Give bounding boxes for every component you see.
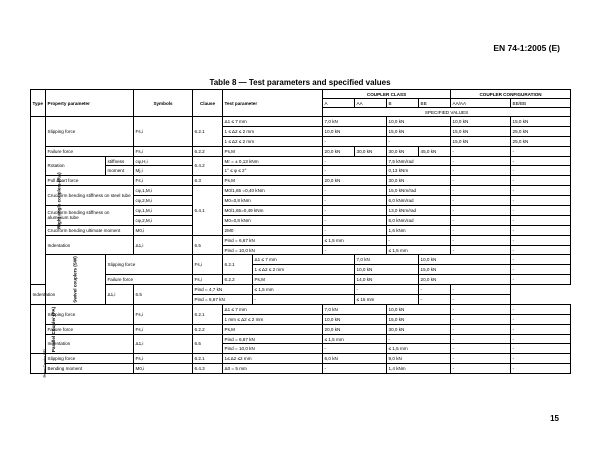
- group-label-ra: Right angle couplers (RA): [31, 117, 46, 285]
- table-row: Pind = 10,0 kN - ≤ 1,5 mm - -: [31, 245, 571, 255]
- table-row: 1 ≤ Δ2 ≤ 2 mm 10,0 kN 15,0 kN 15,0 kN 25,0 kN: [31, 126, 571, 136]
- header-class-b: B: [387, 99, 419, 108]
- table-row: Cruciform bending ultimate moment M0,i 2M0 - 1,6 kNm - -: [31, 225, 571, 235]
- header-config-aaaa: AA/AA: [451, 99, 511, 108]
- table-row: Indentation Δ1,i 6.5 Pind = 6,67 kN ≤ 1,5 mm - - -: [31, 235, 571, 245]
- header-class-a: A: [323, 99, 355, 108]
- table-row: Pull apart force Fs,i 6.3 Ps,M 20,0 kN 30,0 kN - -: [31, 176, 571, 186]
- table-row: Sleeve Coupler (SF) Slipping force Fs,i 6.2.1 1≤ Δ2 ≤2 mm 6,0 kN 9,0 kN - -: [31, 354, 571, 364]
- table-row: Cruciform bending stiffness on aluminium tube cφ,1,M,i M0/1,65=0,49 kNm - 13,0 kNm/rad - -: [31, 206, 571, 216]
- table-row: cφ,2,M,i M0=0,8 kNm - 5,0 kNm/rad - -: [31, 215, 571, 225]
- header-test-parameter: Test parameter: [223, 90, 323, 117]
- table-row: Failure force Fs,i 6.2.2 Ps,M 14,0 kN 20,0 kN -: [31, 275, 571, 285]
- document-id: EN 74-1:2005 (E): [493, 43, 560, 53]
- table-row: Parallel Coupler (PA) Slipping force Fs,i 6.2.1 Δ1 ≤ 7 mm 7,0 kN 10,0 kN - -: [31, 304, 571, 314]
- table-row: Right angle couplers (RA) Slipping force Fs,i 6.2.1 Δ1 ≤ 7 mm 7,0 kN 10,0 kN 10,0 kN 15,0 kN: [31, 117, 571, 127]
- header-coupler-class: COUPLER CLASS: [323, 90, 451, 99]
- table-row: Failure force Fs,i 6.2.2 Ps,M 20,0 kN 30,0 kN 30,0 kN 45,0 kN - -: [31, 146, 571, 156]
- group-label-pa: Parallel Coupler (PA): [31, 304, 46, 353]
- test-parameters-table: [30, 89, 571, 378]
- table-row: Cruciform bending stiffness on steel tube cφ,1,M,i 6.4.1 M0/1,65 =0,40 kNm - 15,0 kNm/rad - -: [31, 186, 571, 196]
- table-title: Table 8 — Test parameters and specified values: [209, 78, 391, 87]
- page-number: 15: [550, 414, 559, 423]
- header-symbols: Symbols: [134, 90, 193, 117]
- table-row: Swivel couplers (SW) Slipping force Fs,i 6.2.1 Δ1 ≤ 7 mm 7,0 kN 10,0 kN -: [31, 255, 571, 265]
- table-row: 1 ≤ Δ2 ≤ 2 mm 10,0 kN 15,0 kN -: [31, 265, 571, 275]
- header-config-bbbb: BB/BB: [511, 99, 571, 108]
- header-class-aa: AA: [355, 99, 387, 108]
- table-row: Rotation stiffness cφ,H,i 6.4.2 Mr = ± 0,13 kNm - 7,5 kNm/rad - -: [31, 156, 571, 166]
- header-coupler-configuration: COUPLER CONFIGURATION: [451, 90, 571, 99]
- table-row: Bending moment M0,i 6.4.3 Δ0 = 5 mm - 1,4 kNm - -: [31, 364, 571, 374]
- table-row: cφ,2,M,i M0=0,8 kNm - 6,0 kNm/rad - -: [31, 196, 571, 206]
- header-type: Type: [31, 90, 46, 117]
- table-row: Indentation Δ1,i 6.5 Pind = 4,7 kN ≤ 1,5 mm - - -: [31, 285, 571, 295]
- table-row: Failure force Fs,i 6.2.2 Ps,M 20,0 kN 30,0 kN - -: [31, 324, 571, 334]
- group-label-sw: Swivel couplers (SW): [46, 255, 106, 304]
- header-class-bb: BB: [419, 99, 451, 108]
- table-row: 1 ≤ Δ2 ≤ 2 mm - - 15,0 kN 25,0 kN: [31, 136, 571, 146]
- header-clause: Clause: [193, 90, 223, 117]
- table-row: Indentation Δ1,i 6.5 Pind = 6,67 kN ≤ 1,5 mm - - -: [31, 334, 571, 344]
- table-row: Pind = 10,0 kN - ≤ 1,5 mm - -: [31, 344, 571, 354]
- table-row: moment Mj,i 1° ≤ φ ≤ 2° - 0,13 kNm - -: [31, 166, 571, 176]
- group-label-sf: Sleeve Coupler (SF): [31, 354, 46, 374]
- header-property: Property parameter: [46, 90, 134, 117]
- table-row: 1 mm ≤ Δ2 ≤ 2 mm 10,0 kN 15,0 kN - -: [31, 314, 571, 324]
- header-specified-values: SPECIFIED VALUES: [323, 108, 571, 117]
- table-row: Pind = 6,67 kN - ≤ 15 mm - -: [31, 295, 571, 305]
